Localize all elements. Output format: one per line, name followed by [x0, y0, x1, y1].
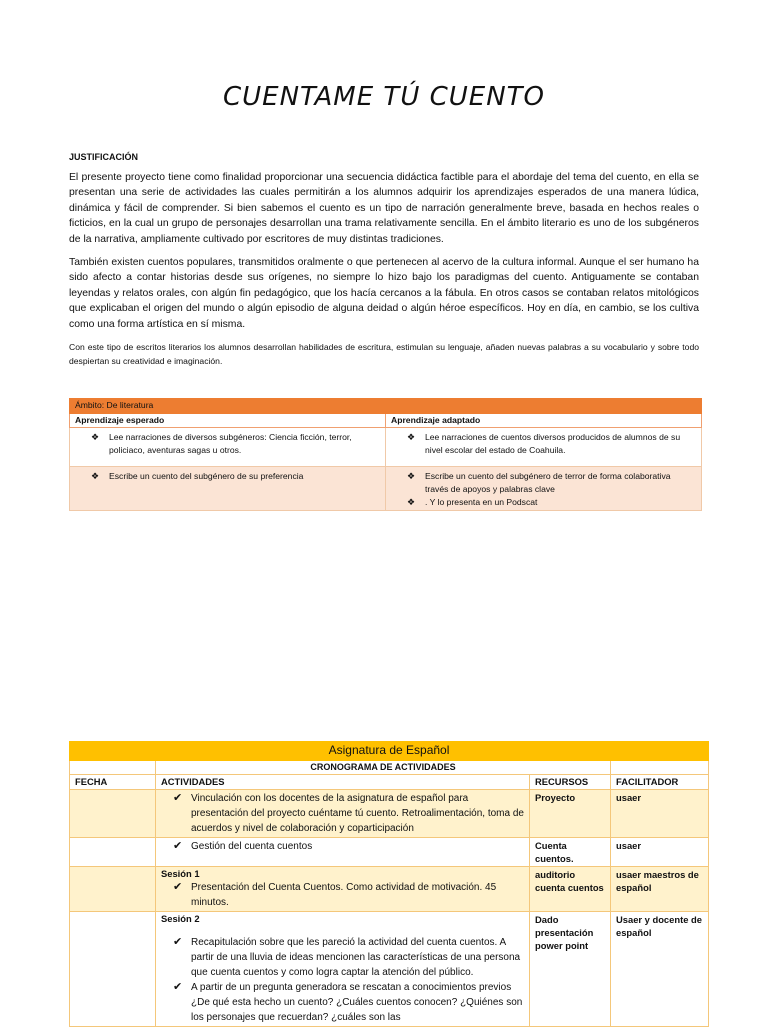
col-aprendizaje-adaptado: Aprendizaje adaptado: [386, 414, 702, 428]
list-item: ❖ Lee narraciones de cuentos diversos producidos de alumnos de su nivel escolar del estado de Coahuila.: [407, 432, 681, 455]
diamond-bullet-icon: ❖: [407, 471, 416, 481]
crono-subtitle: CRONOGRAMA DE ACTIVIDADES: [156, 761, 611, 775]
list-item: ❖ Escribe un cuento del subgénero de su preferencia: [91, 471, 304, 481]
list-item: ❖ . Y lo presenta en un Podscat: [407, 497, 538, 507]
ambito-header: Ámbito: De literatura: [70, 399, 702, 414]
cell-recursos: auditorio cuenta cuentos: [530, 867, 611, 912]
checkmark-icon: ✔: [173, 840, 183, 852]
header-actividades: ACTIVIDADES: [156, 775, 530, 790]
cell-facilitador: usaer maestros de español: [611, 867, 709, 912]
table-row: [70, 467, 702, 511]
session-label: Sesión 2: [161, 913, 200, 924]
section-heading-justificacion: JUSTIFICACIÓN: [69, 152, 139, 162]
cell-recursos: Cuenta cuentos.: [530, 838, 611, 867]
activity-item: ✔ Presentación del Cuenta Cuentos. Como actividad de motivación. 45 minutos.: [173, 881, 497, 908]
paragraph-2: También existen cuentos populares, transmitidos oralmente o que pertenecen al acervo de la cultura informal. Aunque el ser humano ha sido afecto a contar historias desde sus orígenes, no siempre lo hizo bajo los paradigmas del cuento. Antiguamente se contaban leyendas y relatos orales, con algún fin pedagógico, que los hacía cercanos a la fábula. En otros casos se contaban relatos mitológicos que explicaban el origen del mundo o algún episodio de alguna deidad o algún héroe específicos. Hoy en día, en cambio, se los cultiva como una forma artística en sí misma.: [69, 257, 699, 330]
cell-recursos: Dado presentación power point: [530, 912, 611, 1027]
checkmark-icon: ✔: [173, 981, 183, 993]
page-title: CUENTAME TÚ CUENTO: [222, 82, 546, 112]
activity-item: ✔ Vinculación con los docentes de la asignatura de español para presentación del proyecto cuéntame tú cuento. Retroalimentación, toma de acuerdos y nivel de colaboración y coparticipación: [173, 792, 524, 834]
cell-adaptado: [386, 428, 702, 467]
table-row: [70, 912, 709, 1027]
col-aprendizaje-esperado: Aprendizaje esperado: [70, 414, 386, 428]
diamond-bullet-icon: ❖: [91, 471, 100, 481]
checkmark-icon: ✔: [173, 936, 183, 948]
diamond-bullet-icon: ❖: [407, 432, 416, 442]
cronograma-table: [69, 741, 709, 1027]
header-facilitador: FACILITADOR: [611, 775, 709, 790]
crono-title: Asignatura de Español: [70, 742, 709, 761]
header-fecha: FECHA: [70, 775, 156, 790]
session-label: Sesión 1: [161, 868, 200, 879]
checkmark-icon: ✔: [173, 792, 183, 804]
activity-item: ✔ Recapitulación sobre que les pareció la actividad del cuenta cuentos. A partir de una lluvia de ideas mencionen las características de una persona que cuenta cuentos y como logra captar la atención del público.: [173, 936, 521, 978]
header-recursos: RECURSOS: [530, 775, 611, 790]
cell-adaptado: [386, 467, 702, 511]
table-row: [70, 867, 709, 912]
checkmark-icon: ✔: [173, 881, 183, 893]
table-row: [70, 790, 709, 838]
ambito-table: [69, 398, 702, 511]
cell-esperado: [70, 428, 386, 467]
table-row: [70, 428, 702, 467]
cell-facilitador: usaer: [611, 790, 709, 838]
diamond-bullet-icon: ❖: [91, 432, 100, 442]
paragraph-3: Con este tipo de escritos literarios los alumnos desarrollan habilidades de escritura, estimulan su lenguaje, añaden nuevas palabras a su vocabulario y sobre todo despiertan su creatividad e imaginación.: [69, 342, 699, 366]
list-item: ❖ Lee narraciones de diversos subgéneros: Ciencia ficción, terror, policiaco, aventuras sagas u otros.: [91, 432, 352, 455]
activity-item: ✔ A partir de un pregunta generadora se rescatan a conocimientos previos ¿De qué esta hecho un cuento? ¿Cuáles cuentos conocen? ¿Quiénes son los personajes que recuerdan? ¿cuáles son las: [173, 981, 523, 1023]
cell-facilitador: usaer: [611, 838, 709, 867]
table-row: [70, 838, 709, 867]
paragraph-1: El presente proyecto tiene como finalidad proporcionar una secuencia didáctica factible para el abordaje del tema del cuento, en ella se presentan una serie de actividades las cuales permitirán a los alumnos adquirir los aprendizajes esperados de una manera lúdica, dinámica y fácil de comprender. Si bien sabemos el cuento es un tipo de narración generalmente breve, basada en hechos reales o ficticios, en la cual un grupo de personajes desarrollan una trama relativamente sencilla. En el ámbito literario es uno de los subgéneros de la narrativa, ampliamente cultivado por escritores de muy distintas tradiciones.: [69, 172, 699, 245]
activity-item: ✔ Gestión del cuenta cuentos: [173, 840, 313, 852]
diamond-bullet-icon: ❖: [407, 497, 416, 507]
cell-esperado: [70, 467, 386, 511]
cell-facilitador: Usaer y docente de español: [611, 912, 709, 1027]
cell-recursos: Proyecto: [530, 790, 611, 838]
list-item: ❖ Escribe un cuento del subgénero de terror de forma colaborativa través de apoyos y palabras clave: [407, 471, 671, 494]
